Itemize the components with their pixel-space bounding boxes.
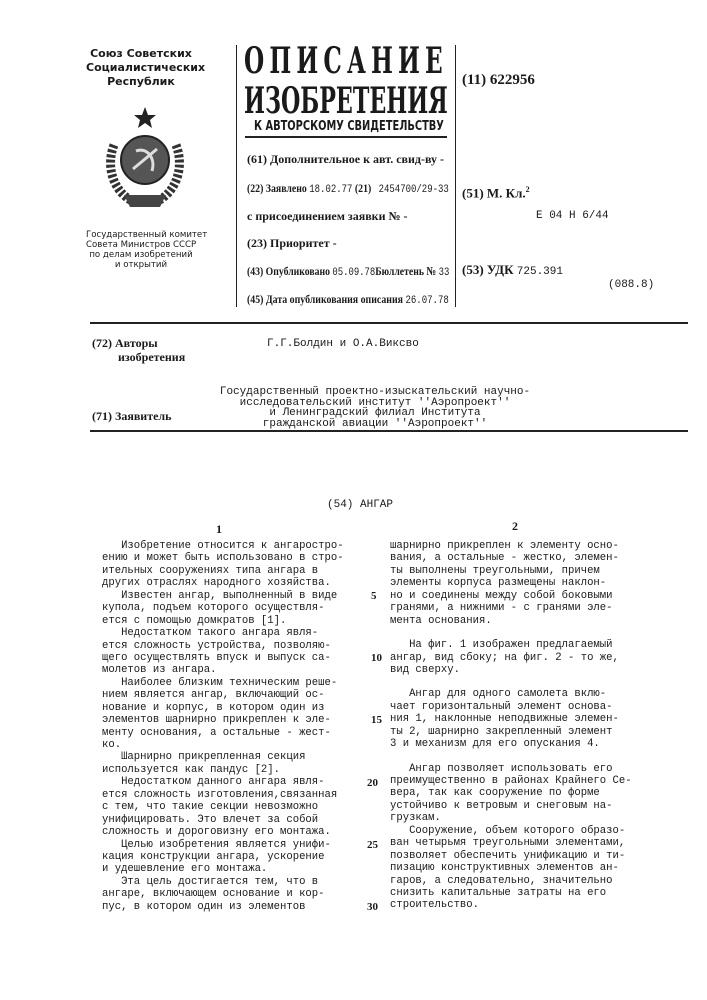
field-23: (23) Приоритет - — [247, 236, 337, 251]
text-line: ты 2, шарнирно закрепленный элемент — [390, 726, 632, 738]
text-line: унифицировать. Это влечет за собой — [102, 814, 344, 826]
text-line: ется сложность изготовления,связанная — [102, 789, 344, 801]
line-number: 30 — [367, 901, 378, 913]
text-line: Наиболее близким техническим реше- — [102, 677, 344, 689]
committee-line: Совета Министров СССР — [86, 240, 196, 250]
field-label: (51) М. Кл. — [462, 185, 526, 200]
text-line: ко. — [102, 739, 344, 751]
text-line: Изобретение относится к ангарострo- — [102, 540, 344, 552]
field-label: (45) Дата опубликования описания — [247, 292, 403, 306]
text-line: Недостатком данного ангара явля- — [102, 776, 344, 788]
text-line: молетов из ангара. — [102, 664, 344, 676]
text-line: ению и может быть использовано в стро- — [102, 552, 344, 564]
org-line: Республик — [86, 75, 196, 89]
text-line: Недостатком такого ангара явля- — [102, 627, 344, 639]
text-line: и удешевление его монтажа. — [102, 863, 344, 875]
text-line: с тем, что такие секции невозможно — [102, 801, 344, 813]
field-label: (43) Опубликовано — [247, 264, 330, 278]
line-number: 25 — [367, 839, 378, 851]
text-line: гранями, а нижними - с гранями эле- — [390, 602, 632, 614]
text-line: шарнирно прикреплен к элементу осно- — [390, 540, 632, 552]
text-line: преимущественно в районах Крайнего Се- — [390, 775, 632, 787]
text-line: ния 1, наклонные неподвижные элемен- — [390, 713, 632, 725]
class-edition: 2 — [526, 185, 530, 194]
committee-line: Государственный комитет — [86, 230, 196, 240]
text-line: пус, в котором один из элементов — [102, 901, 344, 913]
field-label: изобретения — [92, 350, 185, 364]
text-line: ангаре, включающем основание и кор- — [102, 888, 344, 900]
text-line: купола, подъем которого осуществля- — [102, 602, 344, 614]
text-line: пизацию конструктивных элементов ан- — [390, 862, 632, 874]
text-line: элементов шарнирно прикреплен к эле- — [102, 714, 344, 726]
text-line: Шарнирно прикрепленная секция — [102, 751, 344, 763]
committee-name — [86, 230, 196, 270]
applicant-line: гражданской авиации ''Аэропроект'' — [205, 419, 545, 430]
text-line: ван четырьмя треугольными элементами, — [390, 837, 632, 849]
text-column-1 — [102, 540, 344, 913]
application-number: 2454700/29-33 — [379, 184, 449, 196]
line-number: 20 — [367, 777, 378, 789]
text-line: но и соединены между собой боковыми — [390, 590, 632, 602]
line-number: 15 — [371, 714, 382, 726]
text-line: вания, а остальные - жестко, элемен- — [390, 552, 632, 564]
text-line: позволяет обеспечить унификацию и ти- — [390, 850, 632, 862]
column-number-2: 2 — [512, 519, 518, 534]
udc — [462, 262, 563, 278]
authors-label — [92, 336, 185, 364]
text-line: сложность и дороговизну его монтажа. — [102, 826, 344, 838]
text-line: снизить капитальные затраты на его — [390, 887, 632, 899]
divider — [455, 45, 456, 307]
text-line: ется сложность устройства, позволяю- — [102, 640, 344, 652]
field-61: (61) Дополнительное к авт. свид-ву - — [247, 152, 444, 167]
org-line: Социалистических — [86, 61, 196, 75]
title-line-2: ИЗОБРЕТЕНИЯ — [244, 82, 448, 120]
text-line: вид сверху. — [390, 664, 632, 676]
applicant-line: Государственный проектно-изыскательский научно- — [205, 387, 545, 398]
text-line: Сооружение, объем которого образо- — [390, 825, 632, 837]
text-line: ительных сооружениях типа ангара в — [102, 565, 344, 577]
divider — [90, 430, 688, 432]
paragraph-gap — [390, 627, 632, 639]
text-line: грузкам. — [390, 812, 632, 824]
text-line: устойчиво к ветровым и снеговым на- — [390, 800, 632, 812]
bulletin-number: 33 — [439, 267, 450, 279]
ussr-emblem-icon — [100, 105, 190, 215]
committee-line: и открытий — [86, 260, 196, 270]
subtitle: К АВТОРСКОМУ СВИДЕТЕЛЬСТВУ — [254, 119, 444, 134]
author-names: Г.Г.Болдин и О.А.Виксво — [267, 338, 419, 350]
paragraph-gap — [390, 751, 632, 763]
patent-number: (11) 622956 — [462, 72, 535, 89]
field-label: (53) УДК — [462, 262, 514, 277]
text-line: мента основания. — [390, 615, 632, 627]
divider — [236, 45, 237, 307]
field-label: (21) — [355, 181, 371, 195]
field-label: (22) Заявлено — [247, 181, 307, 195]
text-line: гаров, а следовательно, значительно — [390, 875, 632, 887]
class-label — [462, 185, 530, 201]
text-line: 3 и механизм для его опускания 4. — [390, 738, 632, 750]
text-line: На фиг. 1 изображен предлагаемый — [390, 639, 632, 651]
text-line: Известен ангар, выполненный в виде — [102, 590, 344, 602]
divider — [245, 136, 447, 138]
class-value: E 04 H 6/44 — [536, 210, 609, 222]
filing-date: 18.02.77 — [309, 184, 352, 196]
udc-value: 725.391 — [517, 266, 563, 278]
text-line: Ангар позволяет использовать его — [390, 763, 632, 775]
applicant-line: и Ленинградский филиал Института — [205, 408, 545, 419]
text-line: чает горизонтальный элемент основа- — [390, 701, 632, 713]
udc-value-2: (088.8) — [608, 279, 654, 291]
applicant-label: (71) Заявитель — [92, 409, 172, 424]
committee-line: по делам изобретений — [86, 250, 196, 260]
field-43 — [247, 264, 449, 279]
line-number: 10 — [371, 652, 382, 664]
text-line: ангар, вид сбоку; на фиг. 2 - то же, — [390, 652, 632, 664]
column-number-1: 1 — [216, 522, 222, 537]
text-line: строительство. — [390, 899, 632, 911]
org-line: Союз Советских — [86, 47, 196, 61]
country-name — [86, 47, 196, 89]
field-45 — [247, 292, 449, 307]
text-line: нием является ангар, включающий ос- — [102, 689, 344, 701]
invention-title: (54) АНГАР — [327, 499, 393, 511]
applicant-line: исследовательский институт ''Аэропроект'' — [205, 398, 545, 409]
text-line: кация конструкции ангара, ускорение — [102, 851, 344, 863]
field-label: (72) Авторы — [92, 336, 185, 350]
text-line: Ангар для одного самолета вклю- — [390, 688, 632, 700]
line-number: 5 — [371, 590, 377, 602]
text-line: нование и корпус, в котором один из — [102, 702, 344, 714]
field-label: Бюллетень № — [375, 264, 436, 278]
text-line: Целью изобретения является унифи- — [102, 839, 344, 851]
text-column-2 — [390, 540, 632, 912]
description-date: 26.07.78 — [405, 295, 448, 307]
field-22 — [247, 181, 449, 196]
field-joined: с присоединением заявки № - — [247, 209, 408, 224]
paragraph-gap — [390, 676, 632, 688]
text-line: щего осуществлять впуск и выпуск са- — [102, 652, 344, 664]
applicant-names — [205, 387, 545, 429]
text-line: ется с помощью домкратов [1]. — [102, 615, 344, 627]
text-line: других отраслях народного хозяйства. — [102, 577, 344, 589]
text-line: вера, так как сооружение по форме — [390, 787, 632, 799]
text-line: используется как пандус [2]. — [102, 764, 344, 776]
text-line: менту основания, а остальные - жест- — [102, 727, 344, 739]
publication-date: 05.09.78 — [332, 267, 375, 279]
divider — [90, 322, 688, 324]
text-line: Эта цель достигается тем, что в — [102, 876, 344, 888]
text-line: элементы корпуса размещены наклон- — [390, 577, 632, 589]
title-line-1: ОПИСАНИЕ — [244, 42, 448, 80]
text-line: ты выполнены треугольными, причем — [390, 565, 632, 577]
